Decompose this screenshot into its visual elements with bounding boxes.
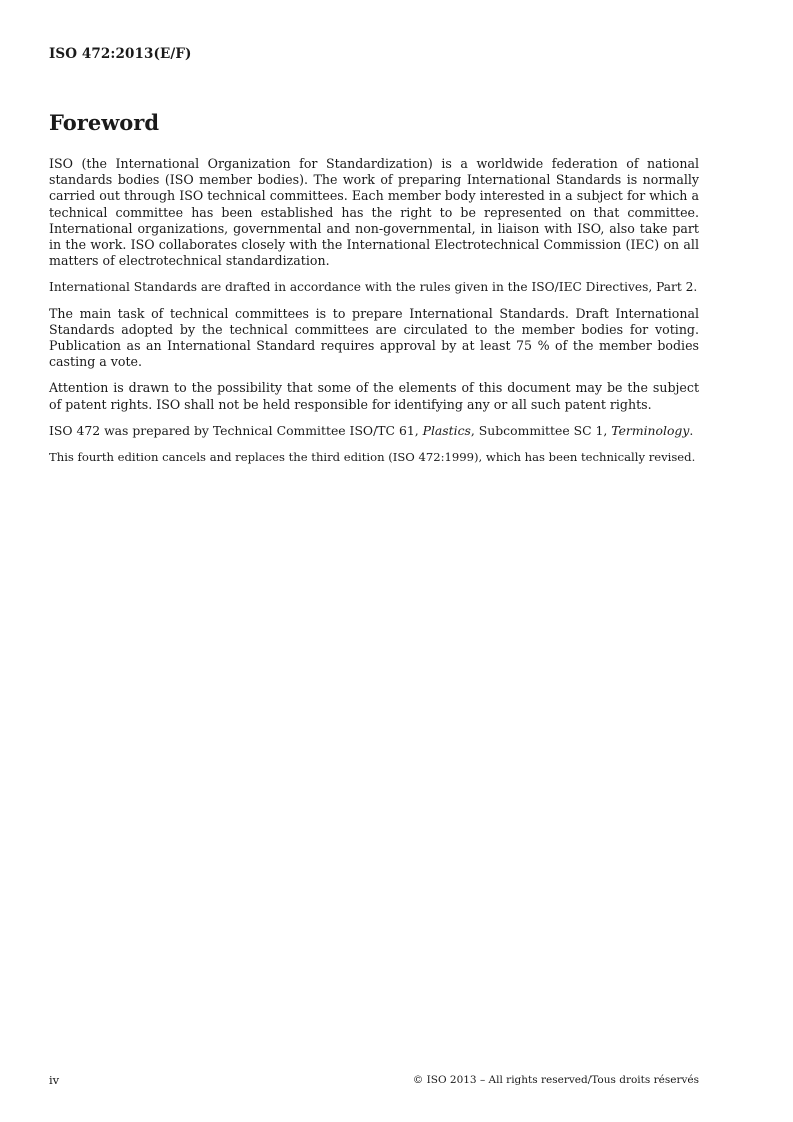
paragraph-prepared-by — [49, 423, 699, 439]
paragraph-iso-overview: ISO (the International Organization for Standardization) is a worldwide federation of national standards bodies (ISO member bodies). The work of preparing International Standards is normally carried out through ISO technical committees. Each member body interested in a subject for which a technical committee has been established has the right to be represented on that committee. International organizations, governmental and non-governmental, in liaison with ISO, also take part in the work. ISO collaborates closely with the International Electrotechnical Commission (IEC) on all matters of electrotechnical standardization. — [49, 156, 699, 269]
paragraph-patent-rights: Attention is drawn to the possibility that some of the elements of this document may be the subject of patent rights. ISO shall not be held responsible for identifying any or all such patent rights. — [49, 380, 699, 412]
prepared-by-middle: , Subcommittee SC 1, — [470, 422, 612, 438]
committee-name: Plastics — [422, 422, 471, 438]
copyright-notice: © ISO 2013 – All rights reserved/Tous droits réservés — [412, 1074, 699, 1086]
prepared-by-lead: ISO 472 was prepared by Technical Committee ISO/TC 61, — [49, 422, 423, 438]
paragraph-committee-task: The main task of technical committees is to prepare International Standards. Draft International Standards adopted by the technical committees are circulated to the member bodies for voting. Publication as an International Standard requires approval by at least 75 % of the member bodies casting a vote. — [49, 305, 699, 370]
document-id-header: ISO 472:2013(E/F) — [49, 46, 192, 62]
paragraph-edition-note: This fourth edition cancels and replaces the third edition (ISO 472:1999), which has been technically revised. — [49, 450, 696, 465]
paragraph-directives: International Standards are drafted in accordance with the rules given in the ISO/IEC Directives, Part 2. — [49, 280, 698, 295]
subcommittee-name: Terminology — [611, 422, 690, 438]
page-title: Foreword — [49, 110, 160, 135]
foreword-body — [49, 156, 699, 475]
prepared-by-end: . — [689, 422, 694, 438]
page-number: iv — [49, 1073, 60, 1087]
